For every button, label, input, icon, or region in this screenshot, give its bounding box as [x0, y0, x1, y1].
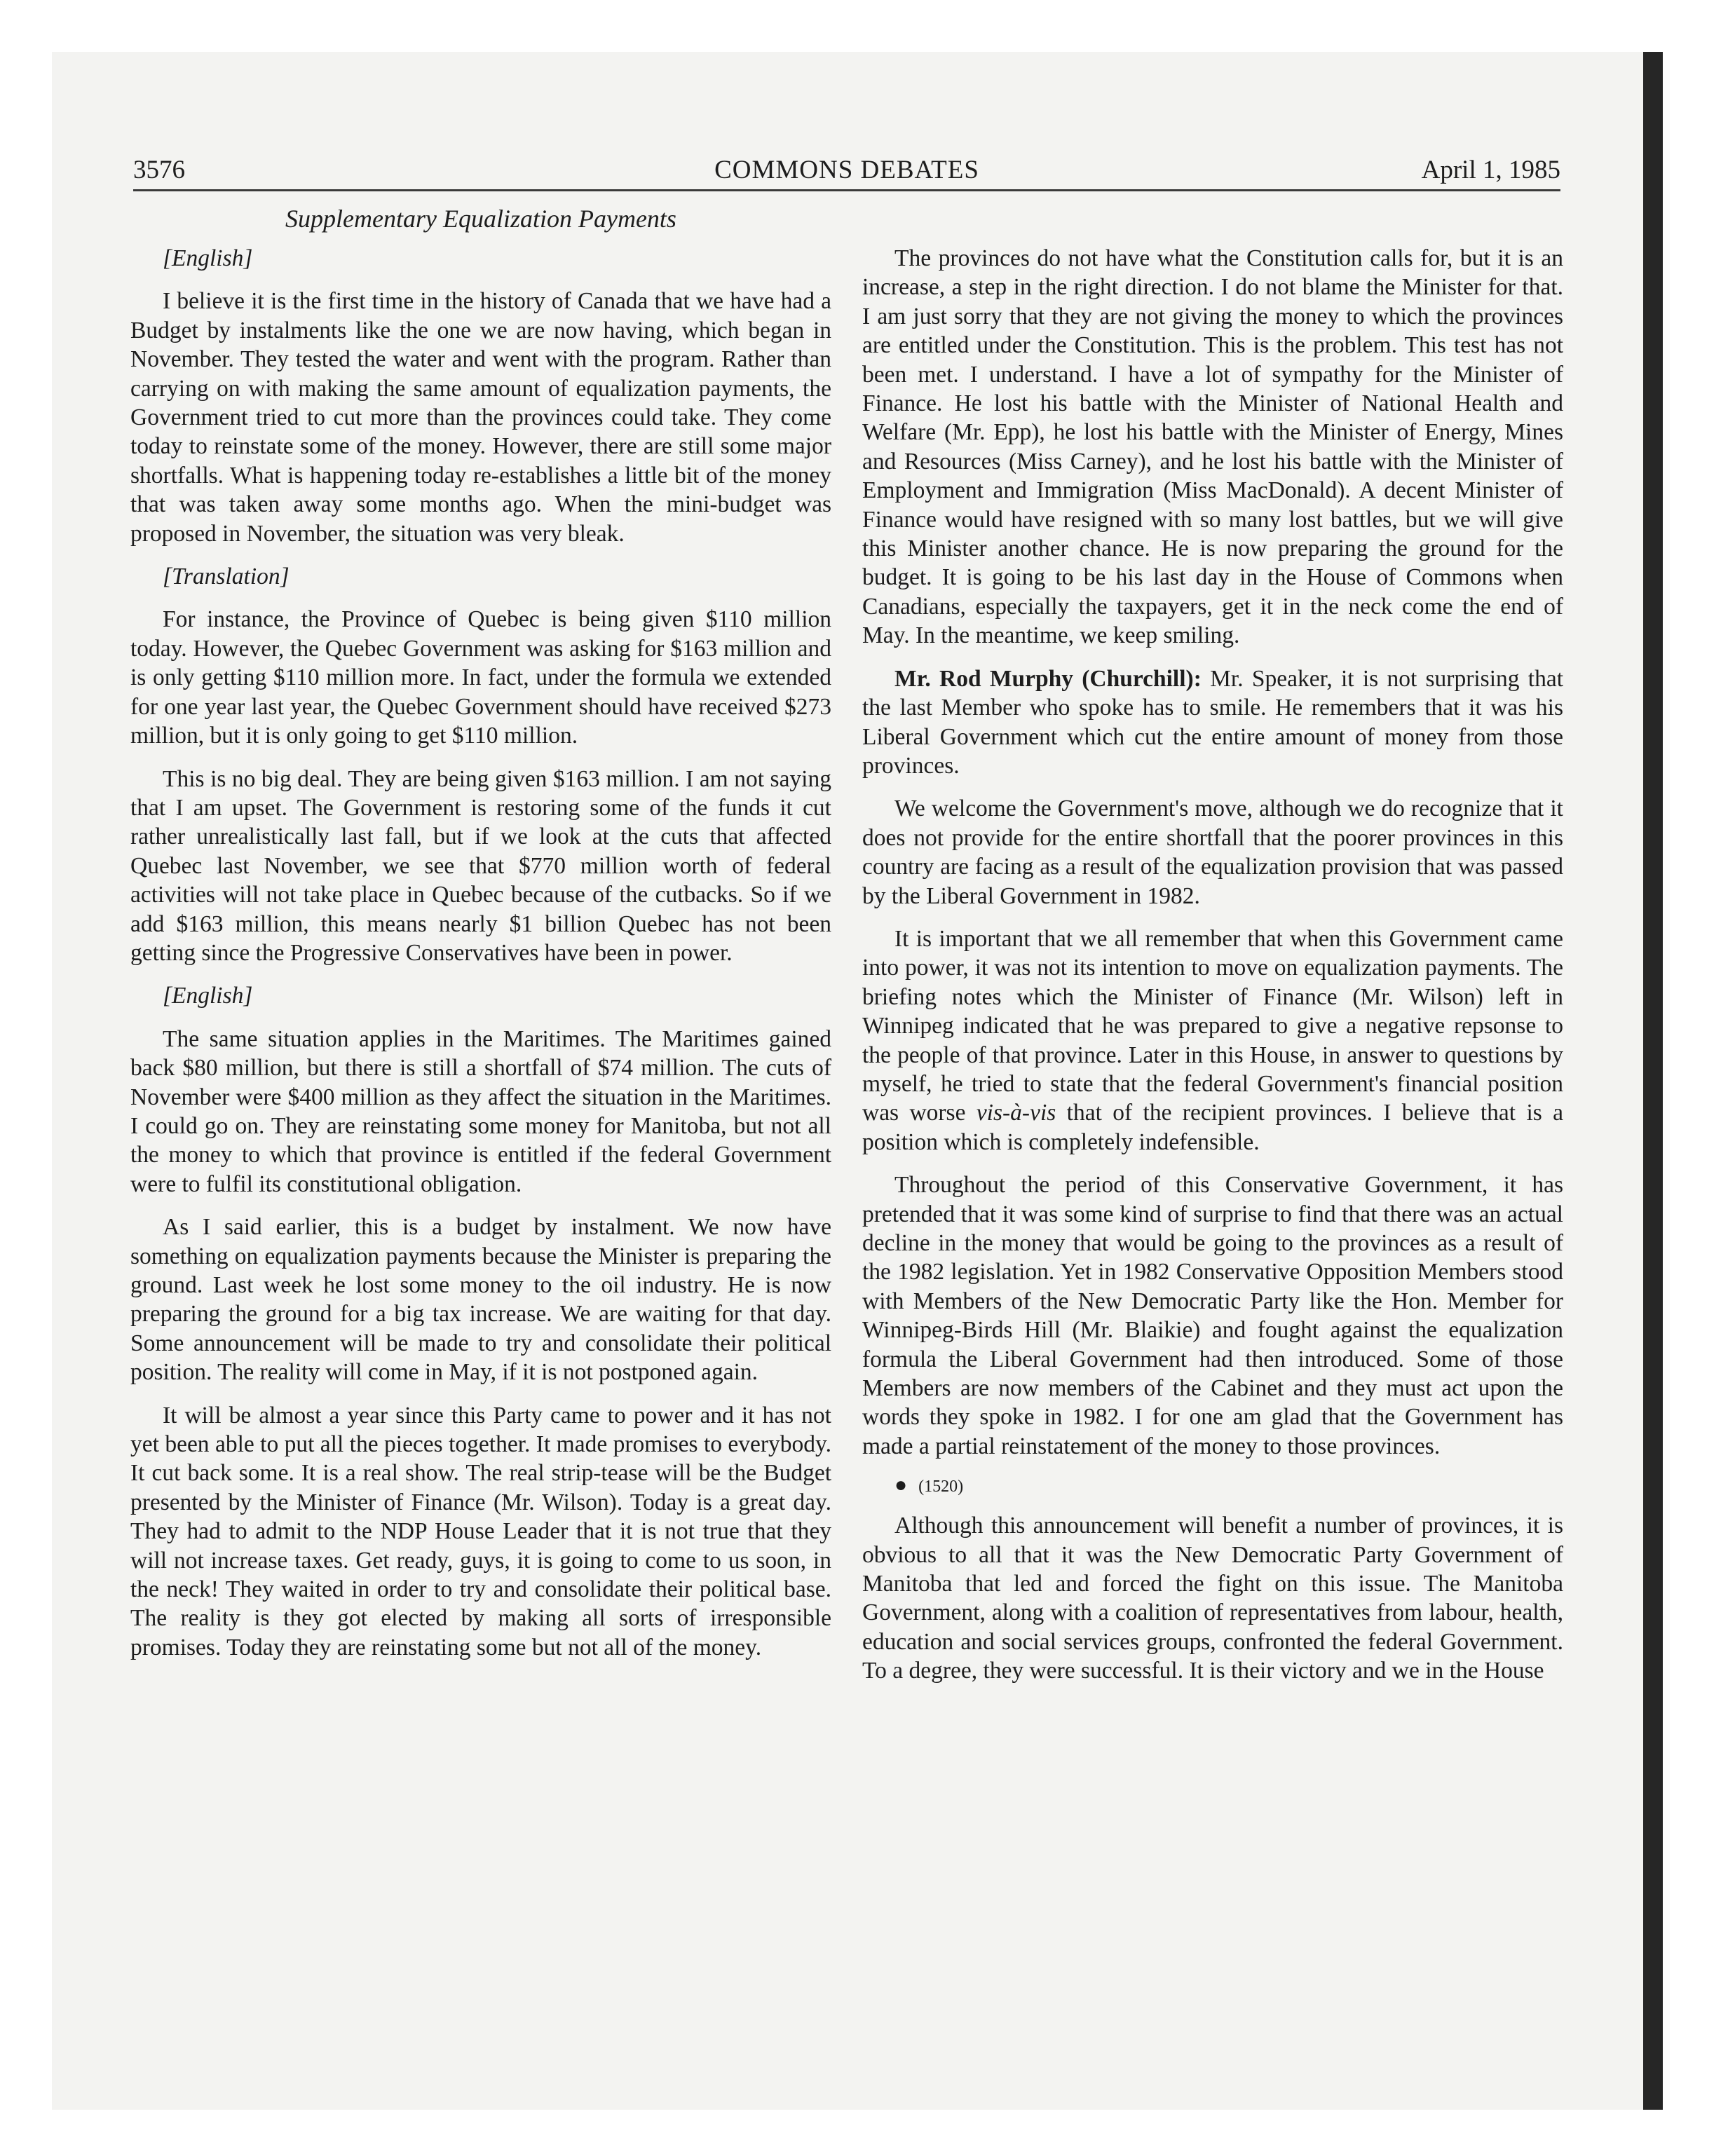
paragraph: It will be almost a year since this Party came to power and it has not yet been able to put all the pieces together. It made promises to everybody. It cut back some. It is a real show. The real strip-tease will be the Budget presented by the Minister of Finance (Mr. Wilson). Today is a great day. They had to admit to the NDP House Leader that it is not true that they will not increase taxes. Get ready, guys, it is going to come to us soon, in the neck! They waited in order to try and consolidate their political base. The reality is they got elected by making all sorts of irresponsible promises. Today they are reinstating some but not all of the money.: [130, 1402, 831, 1660]
speaker-paragraph: [862, 664, 1563, 781]
section-title: Supplementary Equalization Payments: [285, 205, 676, 233]
publication-date: April 1, 1985: [1421, 156, 1560, 184]
page-number: 3576: [133, 156, 185, 184]
time-marker: [862, 1475, 1563, 1497]
paragraph: As I said earlier, this is a budget by instalment. We now have something on equalization payments because the Minister is preparing the ground. Last week he lost some money to the oil industry. He is now preparing the ground for a big tax increase. We are waiting for that day. Some announcement will be made to try and consolidate their political position. The reality will come in May, if it is not postponed again.: [130, 1214, 831, 1386]
speaker-text: Mr. Speaker, it is not surprising that the last Member who spoke has to smile. He remembers that it was his Liberal Government which cut the entire amount of money from those provinces.: [862, 665, 1563, 779]
bullet-icon: ●: [894, 1473, 908, 1497]
paragraph: The provinces do not have what the Constitution calls for, but it is an increase, a step in the right direction. I do not blame the Minister for that. I am just sorry that they are not giving the money to which the provinces are entitled under the Constitution. This is the problem. This test has not been met. I understand. I have a lot of sympathy for the Minister of Finance. He lost his battle with the Minister of National Health and Welfare (Mr. Epp), he lost his battle with the Minister of Energy, Mines and Resources (Miss Carney), and he lost his battle with the Minister of Employment and Immigration (Miss MacDonald). A decent Minister of Finance would have resigned with so many lost battles, but we will give this Minister another chance. He is now preparing the ground for the budget. It is going to be his last day in the House of Commons when Canadians, especially the taxpayers, get it in the neck come the end of May. In the meantime, we keep smiling.: [862, 245, 1563, 649]
paragraph-text: It is important that we all remember that when this Government came into power, it was not its intention to move on equalization payments. The briefing notes which the Minister of Finance (Mr. Wilson) left in Winnipeg indicated that he was prepared to give a negative repsonse to the people of that province. Later in this House, in answer to questions by myself, he tried to state that the federal Government's financial position was worse: [862, 925, 1563, 1126]
speaker-name: Mr. Rod Murphy (Churchill):: [894, 665, 1202, 692]
publication-title: COMMONS DEBATES: [714, 156, 979, 184]
paragraph: Throughout the period of this Conservative Government, it has pretended that it was some kind of surprise to find that there was an actual decline in the money that would be going to the provinces as a result of the 1982 legislation. Yet in 1982 Conservative Opposition Members stood with Members of the New Democratic Party like the Hon. Member for Winnipeg-Birds Hill (Mr. Blaikie) and fought against the equalization formula the Liberal Government had then introduced. Some of those Members are now members of the Cabinet and they must act upon the words they spoke in 1982. I for one am glad that the Government has made a partial reinstatement of the money to those provinces.: [862, 1172, 1563, 1459]
paragraph: We welcome the Government's move, although we do recognize that it does not provide for the entire shortfall that the poorer provinces in this country are facing as a result of the equalization provision that was passed by the Liberal Government in 1982.: [862, 796, 1563, 909]
paragraph: I believe it is the first time in the history of Canada that we have had a Budget by instalments like the one we are now having, which began in November. They tested the water and went with the program. Rather than carrying on with making the same amount of equalization payments, the Government tried to cut more than the provinces could take. They come today to reinstate some of the money. However, there are still some major shortfalls. What is happening today re-establishes a little bit of the money that was taken away some months ago. When the mini-budget was proposed in November, the situation was very bleak.: [130, 288, 831, 547]
paragraph: This is no big deal. They are being given $163 million. I am not saying that I am upset. The Government is restoring some of the funds it cut rather unrealistically last fall, but if we look at the cuts that affected Quebec last November, we see that $770 million worth of federal activities will not take place in Quebec because of the cutbacks. So if we add $163 million, this means nearly $1 billion Quebec has not been getting since the Progressive Conservatives have been in power.: [130, 765, 831, 966]
paragraph-text: that of the recipient provinces. I believe that is a position which is completely indefensible.: [862, 1100, 1564, 1155]
language-marker: [Translation]: [163, 564, 290, 590]
italic-phrase: vis-à-vis: [976, 1100, 1056, 1126]
language-marker: [English]: [163, 983, 253, 1009]
paragraph: Although this announcement will benefit a number of provinces, it is obvious to all that it was the New Democratic Party Government of Manitoba that led and forced the fight on this issue. The Manitoba Government, along with a coalition of representatives from labour, health, education and social services groups, confronted the federal Government. To a degree, they were successful. It is their victory and we in the House: [862, 1513, 1563, 1684]
time-marker-text: (1520): [918, 1478, 964, 1496]
left-column: [130, 203, 831, 1676]
language-marker: [English]: [163, 245, 253, 271]
paragraph: The same situation applies in the Maritimes. The Maritimes gained back $80 million, but there is still a shortfall of $74 million. The cuts of November were $400 million as they affect the situation in the Maritimes. I could go on. They are reinstating some money for Manitoba, but not all the money to which that province is entitled if the federal Government were to fulfil its constitutional obligation.: [130, 1025, 831, 1197]
right-column: [862, 244, 1563, 1700]
paragraph: For instance, the Province of Quebec is being given $110 million today. However, the Quebec Government was asking for $163 million and is only getting $110 million more. In fact, under the formula we extended for one year last year, the Quebec Government should have received $273 million, but it is only going to get $110 million.: [130, 606, 831, 749]
page-header: [133, 153, 1560, 191]
scan-edge-bar: [1643, 52, 1663, 2110]
paragraph: [862, 925, 1563, 1157]
